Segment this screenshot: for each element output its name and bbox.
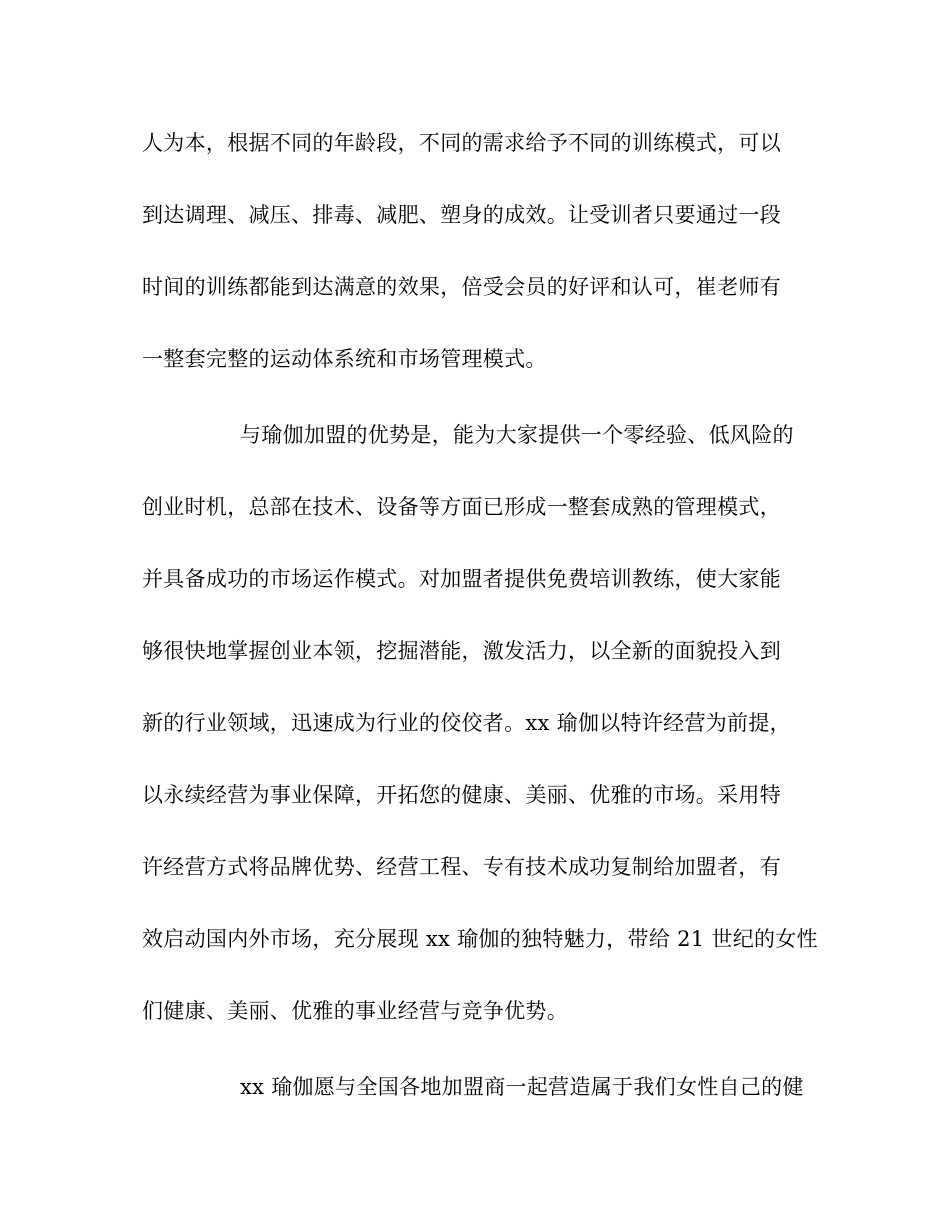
paragraph-line: 与瑜伽加盟的优势是，能为大家提供一个零经验、低风险的 <box>240 423 794 447</box>
paragraph-line: 到达调理、减压、排毒、减肥、塑身的成效。让受训者只要通过一段 <box>142 203 781 227</box>
paragraph-line: 新的行业领域，迅速成为行业的佼佼者。xx 瑜伽以特许经营为前提， <box>142 711 791 735</box>
paragraph-line: 够很快地掌握创业本领，挖掘潜能，激发活力，以全新的面貌投入到 <box>142 639 781 663</box>
paragraph-line: 一整套完整的运动体系统和市场管理模式。 <box>142 347 547 371</box>
paragraph-line: 以永续经营为事业保障，开拓您的健康、美丽、优雅的市场。采用特 <box>142 783 781 807</box>
paragraph-line: 创业时机，总部在技术、设备等方面已形成一整套成熟的管理模式， <box>142 495 781 519</box>
paragraph-line: 时间的训练都能到达满意的效果，倍受会员的好评和认可，崔老师有 <box>142 275 781 299</box>
paragraph-line: 效启动国内外市场，充分展现 xx 瑜伽的独特魅力，带给 21 世纪的女性 <box>142 927 818 951</box>
paragraph-line: 们健康、美丽、优雅的事业经营与竞争优势。 <box>142 999 568 1023</box>
paragraph-line: 人为本，根据不同的年龄段，不同的需求给予不同的训练模式，可以 <box>142 131 781 155</box>
paragraph-line: 并具备成功的市场运作模式。对加盟者提供免费培训教练，使大家能 <box>142 567 781 591</box>
paragraph-line: xx 瑜伽愿与全国各地加盟商一起营造属于我们女性自己的健 <box>240 1075 804 1099</box>
paragraph-line: 许经营方式将品牌优势、经营工程、专有技术成功复制给加盟者，有 <box>142 855 781 879</box>
